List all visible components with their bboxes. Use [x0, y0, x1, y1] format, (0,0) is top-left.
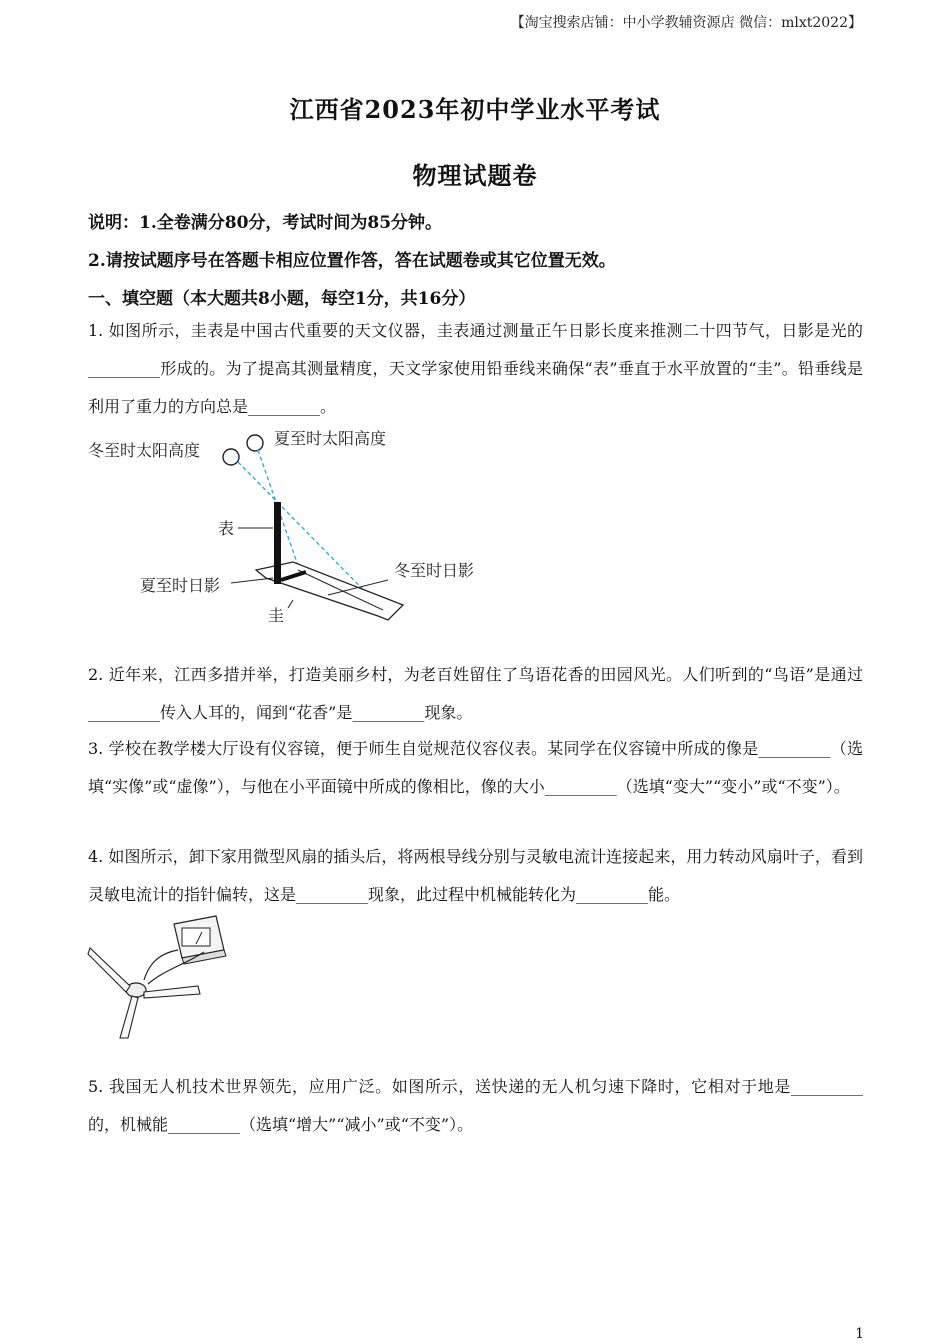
gui-pointer	[288, 600, 293, 608]
gnomon-figure	[88, 420, 508, 630]
fan-blade-3	[120, 996, 138, 1038]
instruction-1: 说明：1.全卷满分80分，考试时间为85分钟。	[88, 213, 443, 233]
wire-2	[148, 952, 204, 984]
instruction-2: 2.请按试题序号在答题卡相应位置作答，答在试题卷或其它位置无效。	[88, 251, 616, 271]
gnomon-label: 表	[218, 519, 235, 538]
winter-sun-icon	[223, 449, 239, 465]
summer-sun-icon	[247, 435, 263, 451]
gnomon-pole	[274, 502, 281, 584]
question-4: 4. 如图所示，卸下家用微型风扇的插头后，将两根导线分别与灵敏电流计连接起来，用力转动风扇叶子，看到灵敏电流计的指针偏转，这是_________现象，此过程中机械能转化为_________能。	[88, 847, 863, 904]
question-2: 2. 近年来，江西多措并举，打造美丽乡村，为老百姓留住了鸟语花香的田园风光。人们听到的“鸟语”是通过_________传入人耳的，闻到“花香”是_________现象。	[88, 665, 863, 722]
fan-galvanometer-figure	[86, 912, 236, 1042]
fan-blade-2	[144, 986, 200, 998]
question-5: 5. 我国无人机技术世界领先，应用广泛。如图所示，送快递的无人机匀速下降时，它相对于地是_________的，机械能_________（选填“增大”“减小”或“不变”）。	[88, 1077, 863, 1134]
summer-sun-label: 夏至时太阳高度	[274, 429, 387, 448]
winter-shadow-label: 冬至时日影	[394, 561, 475, 580]
header-note: 【淘宝搜索店铺：中小学教辅资源店 微信：mlxt2022】	[510, 15, 862, 31]
question-1: 1. 如图所示，圭表是中国古代重要的天文仪器，圭表通过测量正午日影长度来推测二十四节气，日影是光的_________形成的。为了提高其测量精度，天文学家使用铅垂线来确保“表”垂直于水平放置的“圭”。铅垂线是利用了重力的方向总是_________。	[88, 321, 863, 416]
summer-shadow-pointer	[231, 578, 273, 583]
exam-title: 江西省2023年初中学业水平考试	[289, 95, 661, 124]
winter-sun-label: 冬至时太阳高度	[88, 441, 201, 460]
summer-shadow-label: 夏至时日影	[140, 576, 221, 595]
fan-blade-1	[88, 948, 130, 992]
question-3: 3. 学校在教学楼大厅设有仪容镜，便于师生自觉规范仪容仪表。某同学在仪容镜中所成的像是_________（选填“实像”或“虚像”），与他在小平面镜中所成的像相比，像的大小_________（选填“变大”“变小”或“不变”）。	[88, 739, 863, 796]
gui-label: 圭	[268, 606, 285, 625]
exam-subtitle: 物理试题卷	[412, 161, 538, 190]
section-heading: 一、填空题（本大题共8小题，每空1分，共16分）	[88, 289, 476, 309]
page-number: 1	[855, 1326, 864, 1342]
